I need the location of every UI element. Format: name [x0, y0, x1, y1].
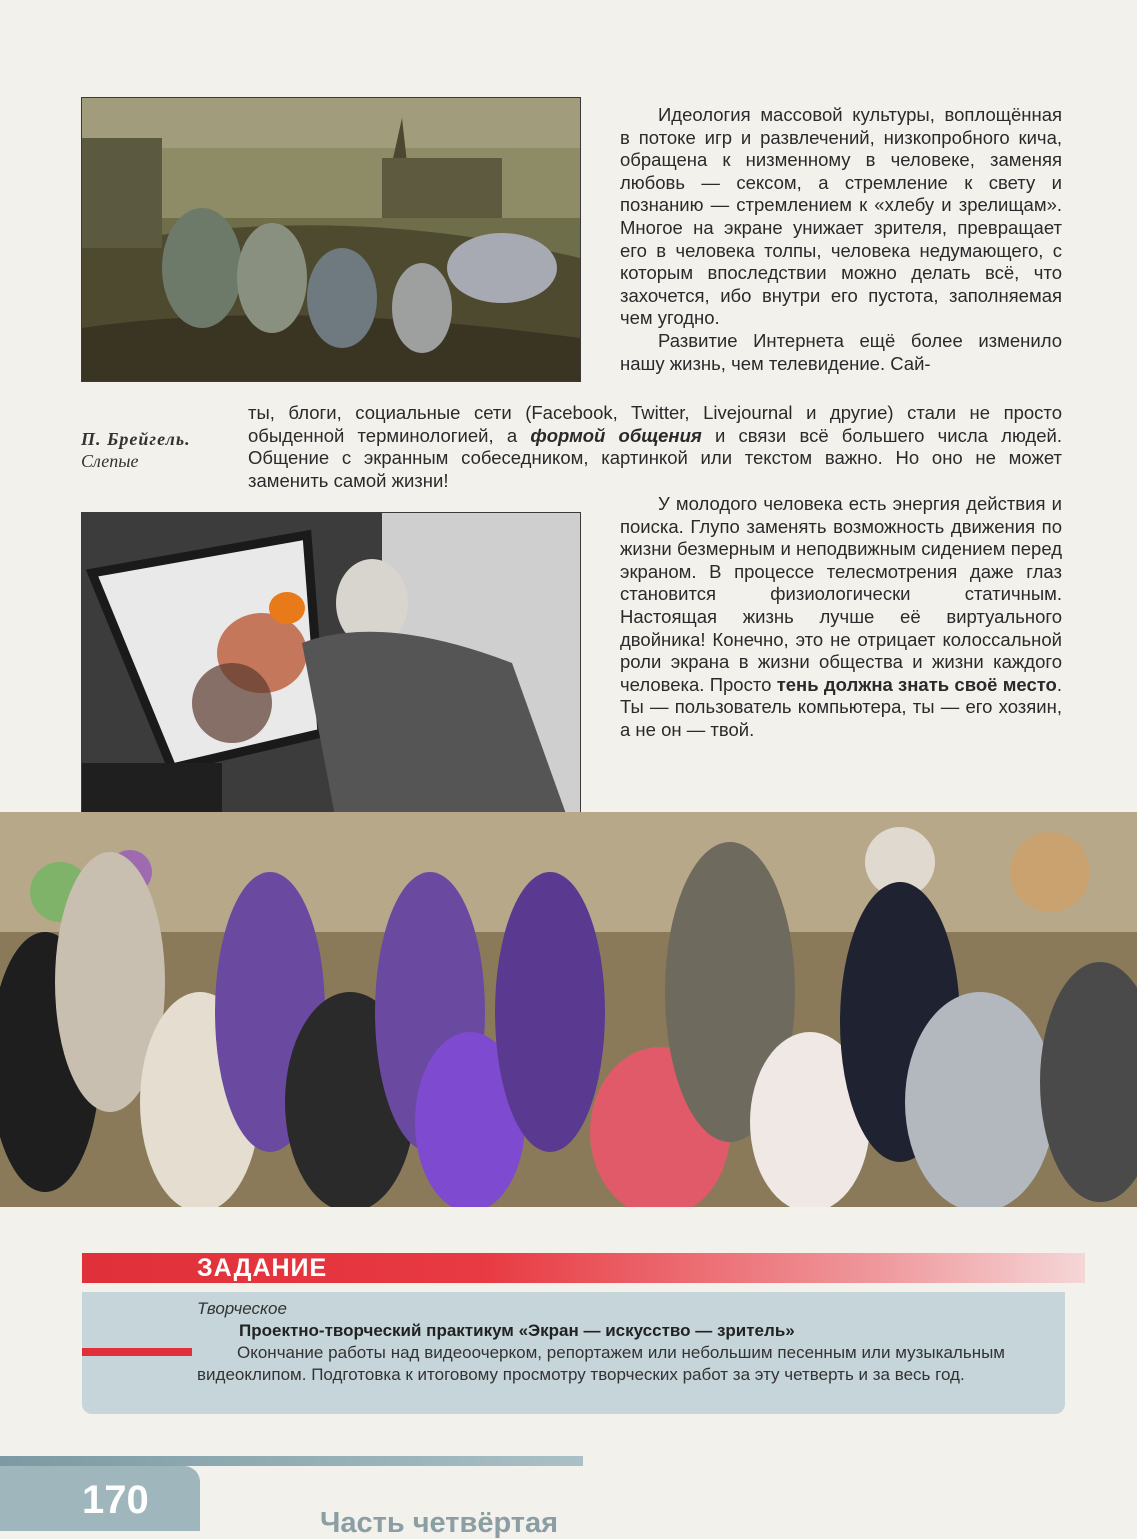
- task-text: Окончание работы над видеоочерком, репортажем или небольшим песенным или музыкальным видеоклипом. Подготовка к итоговому просмотру творческих работ за эту четверть и за весь год.: [197, 1343, 1005, 1384]
- graduation-group-photo: [0, 812, 1137, 1207]
- painting-author: П. Брейгель.: [81, 429, 191, 449]
- paragraph-internet-end: и связи всё большего числа людей. Общение с экранным собеседником, картинкой или текстом важно. Но оно не может заменить самой жизни!: [248, 424, 1062, 491]
- task-type: Творческое: [197, 1299, 287, 1318]
- page-number: 170: [82, 1478, 149, 1522]
- paragraph-young-person-text: У молодого человека есть энергия действия и поиска. Глупо заменять возможность движения по жизни безмерным и неподвижным сидением перед экраном. В процессе телесмотрения даже глаз становится физиологически статичным. Настоящая жизнь лучше её виртуального двойника! Конечно, это не отрицает колоссальной роли экрана в жизни общества и жизни каждого человека. Просто: [620, 493, 1062, 695]
- footer-bar: [0, 1456, 583, 1466]
- paragraph-young-person-end: . Ты — пользователь компьютера, ты — его хозяин, а не он — твой.: [620, 673, 1062, 740]
- term-shadow-place: тень должна знать своё место: [776, 673, 1057, 695]
- section-title: Часть четвёртая: [320, 1507, 559, 1539]
- computer-user-photo: [81, 512, 581, 854]
- task-accent-line: [82, 1348, 192, 1356]
- paragraph-internet-start: Развитие Интернета ещё более изменило нашу жизнь, чем телевидение. Сай-: [620, 329, 1062, 374]
- painting-image: [81, 97, 581, 382]
- task-name: Проектно-творческий практикум «Экран — искусство — зритель»: [239, 1321, 795, 1340]
- task-heading: ЗАДАНИЕ: [197, 1254, 328, 1282]
- paragraph-mass-culture: [620, 104, 1062, 375]
- painting-caption: [81, 428, 191, 472]
- paragraph-mass-culture-text: Идеология массовой культуры, воплощённая в потоке игр и развлечений, низкопробного кича, обращена к низменному в человеке, заменяя любовь — сексом, а стремление к свету и познанию — стремлением к «хлебу и зрелищам». Многое на экране унижает зрителя, превращает его в человека толпы, человека недумающего, с которым впоследствии можно делать всё, что захочется, ибо внутри его пустота, заполняемая чем угодно.: [620, 104, 1062, 329]
- paragraph-internet-text: ты, блоги, социальные сети (Facebook, Twitter, Livejournal и другие) стали не просто обыденной терминологией, а: [248, 402, 1062, 446]
- paragraph-internet: [248, 402, 1062, 492]
- term-form-of-communication: формой общения: [530, 424, 702, 446]
- painting-title: Слепые: [81, 451, 139, 471]
- paragraph-young-person: [620, 493, 1062, 742]
